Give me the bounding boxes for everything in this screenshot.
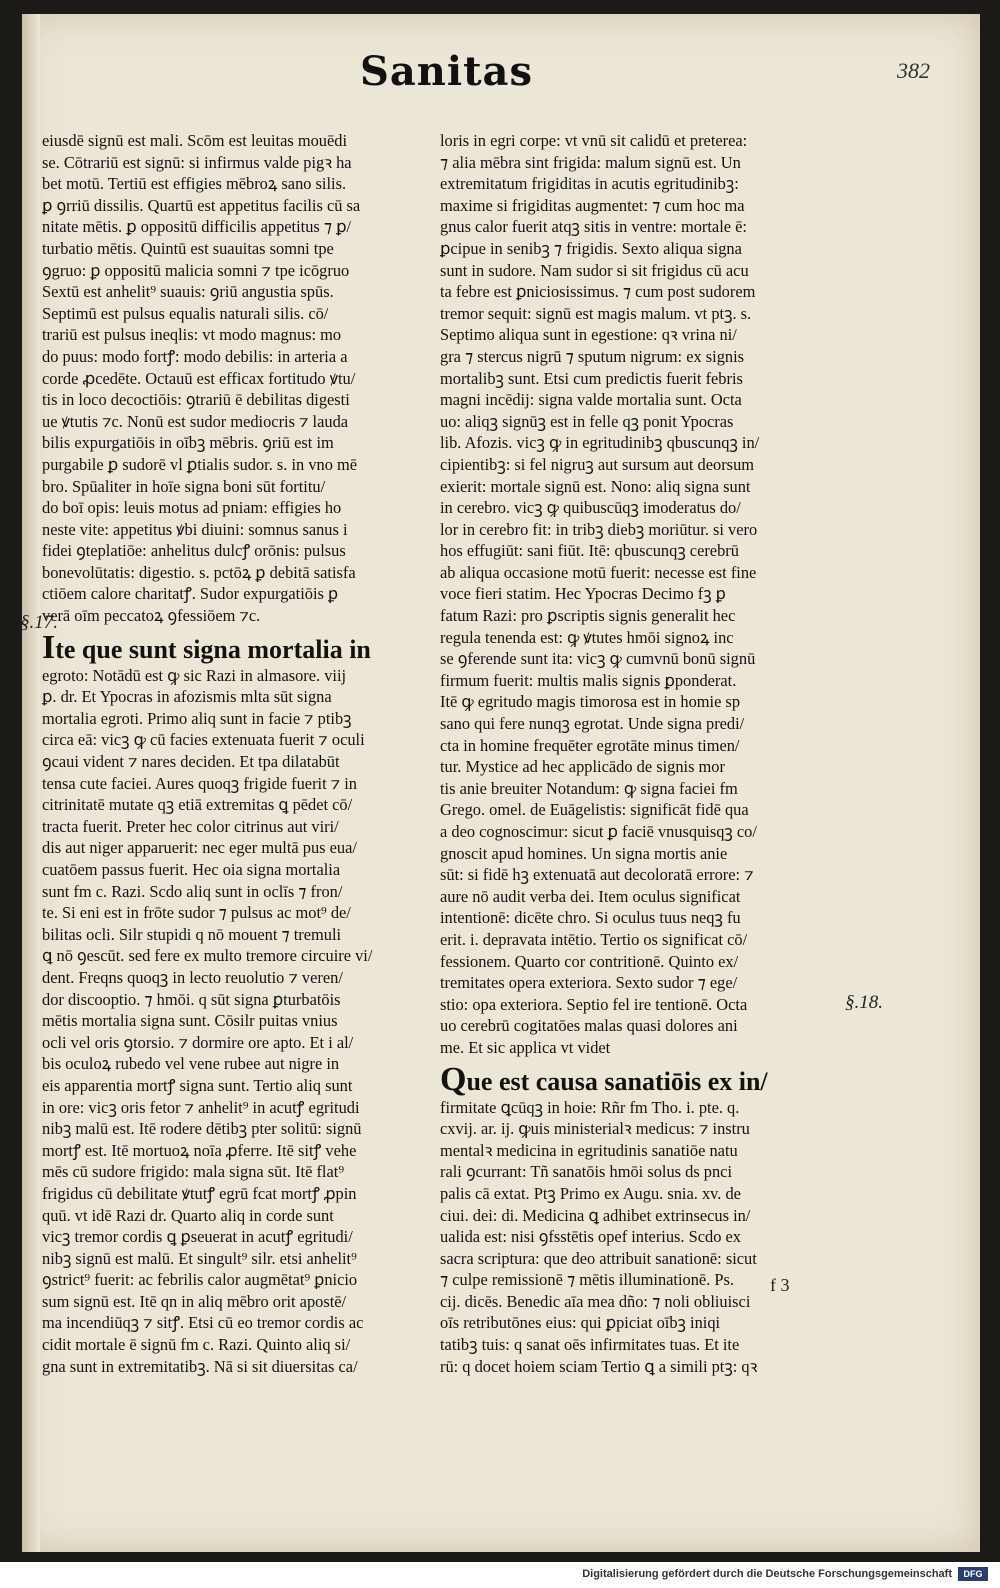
text-line: ꝯstrict⁹ fuerit: ac febrilis calor augmētat⁹ ꝑnicio (42, 1270, 358, 1290)
text-line: palis cā extat. Ptꝫ Primo ex Augu. snia. xv. de (440, 1183, 741, 1203)
text-line: sunt fm c. Razi. Scdo aliq sunt in oclīs ⁊ fron/ (42, 881, 343, 901)
right-initial: Q (440, 1064, 467, 1097)
text-line: ualida est: nisi ꝯfsstētis opef interius. Scdo ex (440, 1227, 741, 1247)
text-line: tremitates opera exteriora. Sexto sudor ⁊ ege/ (440, 973, 738, 993)
text-line: oīs retributōnes eius: qui ꝑpiciat oībꝫ iniqi (440, 1313, 721, 1333)
folio-number: 382 (897, 58, 930, 83)
text-line: corde ꝓcedēte. Octauū est efficax fortitudo ꝟtu/ (42, 368, 356, 388)
text-line: lor in cerebro fit: in tribꝫ diebꝫ moriūtur. si vero (440, 519, 758, 539)
text-line: intentionē: dicēte chro. Si oculus tuus neqꝫ fu (440, 908, 741, 928)
text-line: extremitatum frigiditas in acutis egritudinibꝫ: (440, 174, 739, 194)
text-line: ⁊ culpe remissionē ⁊ mētis illuminationē. Ps. (440, 1270, 734, 1290)
text-line: lib. Afozis. vicꝫ ꝙ in egritudinibꝫ qbuscunqꝫ in/ (440, 433, 760, 453)
text-line: Sextū est anhelit⁹ suauis: ꝯriū angustia spūs. (42, 282, 334, 302)
text-line: bis oculoꝝ rubedo vel vene rubee aut nigre in (42, 1054, 340, 1074)
left-paragraph-1 (42, 130, 452, 627)
text-line: tremor sequit: signū est magis malum. vt ptꝫ. s. (440, 303, 752, 323)
text-line: uo cerebrū cogitatōes malas quasi dolores ani (440, 1016, 738, 1036)
text-line: ciui. dei: di. Medicina ꝗ adhibet extrinsecus in/ (440, 1205, 751, 1225)
text-line: dis aut niger apparuerit: nec eger multā pus eua/ (42, 838, 357, 858)
right-heading-text: ue est causa sanatiōis ex in/ (466, 1066, 768, 1096)
text-line: cxvij. ar. ij. ꝙuis ministerialꝛ medicus: ⁊ instru (440, 1119, 750, 1139)
text-line: Grego. omel. de Euāgelistis: significāt fidē qua (440, 800, 749, 820)
left-column (42, 130, 452, 1383)
text-line: gnoscit apud homines. Un signa mortis anie (440, 843, 728, 863)
text-line: ctiōem calore charitatꝭ. Sudor expurgatiōis ꝑ (42, 584, 339, 604)
text-line: bet motū. Tertiū est effigies mēbroꝝ sano silis. (42, 174, 347, 194)
text-line: uo: aliqꝫ signūꝫ est in felle qꝫ ponit Ypocras (440, 411, 734, 431)
text-line: dor discooptio. ⁊ hmōi. q sūt signa ꝑturbatōis (42, 989, 341, 1009)
text-line: sunt in sudore. Nam sudor si sit frigidus cū acu (440, 260, 749, 280)
text-line: maxime si frigiditas augmentet: ⁊ cum hoc ma (440, 195, 745, 215)
right-paragraph-2 (440, 1097, 865, 1378)
text-line: exierit: mortale signū est. Nono: aliq signa sunt (440, 476, 751, 496)
text-line: te. Si eni est in frōte sudor ⁊ pulsus ac mot⁹ de/ (42, 903, 351, 923)
text-line: firmum fuerit: multis malis signis ꝑponderat. (440, 670, 737, 690)
text-line: mortꝭ est. Itē mortuoꝝ noīa ꝓferre. Itē sitꝭ vehe (42, 1140, 357, 1160)
right-section-heading (440, 1065, 865, 1097)
text-line: loris in egri corpe: vt vnū sit calidū et preterea: (440, 131, 748, 150)
text-line: circa eā: vicꝫ ꝙ cū facies extenuata fuerit ⁊ oculi (42, 730, 365, 750)
text-line: tur. Mystice ad hec applicādo de signis mor (440, 757, 725, 777)
text-line: magni incēdij: signa valde mortalia sunt. Octa (440, 390, 742, 410)
text-line: a deo cognoscimur: sicut ꝑ faciē vnusquisqꝫ co/ (440, 822, 757, 841)
text-line: ꝗ nō ꝯescūt. sed fere ex multo tremore circuire vi/ (42, 946, 373, 966)
text-line: firmitate ꝗcūqꝫ in hoie: Rñr fm Tho. i. pte. q. (440, 1097, 740, 1117)
marginal-note-18: §.18. (845, 992, 883, 1013)
text-line: frigidus cū debilitate ꝟtutꝭ egrū fcat mortꝭ ꝓpin (42, 1183, 357, 1203)
text-line: gra ⁊ stercus nigrū ⁊ sputum nigrum: ex signis (440, 346, 745, 366)
text-line: tis anie breuiter Notandum: ꝙ signa faciei fm (440, 778, 738, 798)
text-line: hos effugiūt: sani fiūt. Itē: qbuscunqꝫ cerebrū (440, 541, 739, 561)
text-line: regula tenenda est: ꝙ ꝟtutes hmōi signoꝝ inc (440, 627, 734, 647)
text-line: in cerebro. vicꝫ ꝙ quibuscūqꝫ imoderatus do/ (440, 498, 741, 518)
text-line: Septimū est pulsus equalis naturali silis. cō/ (42, 303, 329, 323)
text-line: nibꝫ signū est malū. Et singult⁹ silr. etsi anhelit⁹ (42, 1248, 357, 1268)
text-line: bilis expurgatiōis in oībꝫ mēbris. ꝯriū est im (42, 433, 334, 453)
text-line: neste vite: appetitus ꝟbi diuini: somnus sanus i (42, 519, 348, 539)
text-line: dent. Freqns quoqꝫ in lecto reuolutio ⁊ veren/ (42, 967, 343, 987)
text-line: fessionem. Quarto cor contritionē. Quinto ex/ (440, 951, 739, 971)
left-paragraph-2 (42, 665, 452, 1378)
text-line: sano qui fere nunqꝫ egrotat. Unde signa predi/ (440, 714, 745, 734)
text-line: ꝯgruo: ꝑ oppositū malicia somni ⁊ tpe icōgruo (42, 260, 350, 280)
text-line: me. Et sic applica vt videt (440, 1037, 611, 1057)
text-line: sum signū est. Itē qn in aliq mēbro orit apostē/ (42, 1291, 347, 1311)
text-line: bonevolūtatis: digestio. s. pctōꝝ ꝑ debitā satisfa (42, 562, 356, 582)
right-paragraph-1 (440, 130, 865, 1059)
text-line: Itē ꝙ egritudo magis timorosa est in homie sp (440, 692, 741, 712)
text-line: tracta fuerit. Preter hec color citrinus aut viri/ (42, 816, 339, 836)
text-line: mentalꝛ medicina in egritudinis sanatiōe natu (440, 1140, 738, 1160)
text-line: fidei ꝯteplatiōe: anhelitus dulcꝭ orōnis: pulsus (42, 541, 346, 561)
text-line: do puus: modo fortꝭ: modo debilis: in arteria a (42, 346, 348, 366)
page-gutter (22, 14, 40, 1552)
text-line: cuatōem passus fuerit. Hec oia signa mortalia (42, 860, 341, 879)
left-section-heading (42, 633, 452, 665)
text-line: sūt: si fidē hꝫ extenuatā aut decoloratā errore: ⁊ (440, 865, 754, 885)
text-line: cta in homine frequēter egrotāte minus timen/ (440, 735, 740, 755)
left-heading-text: te que sunt signa mortalia in (55, 634, 371, 664)
text-line: tensa cute faciei. Aures quoqꝫ frigide fuerit ⁊ in (42, 773, 357, 793)
text-line: nibꝫ malū est. Itē rodere dētibꝫ pter solitū: signū (42, 1119, 362, 1139)
text-line: purgabile ꝑ sudorē vl ꝑtialis sudor. s. in vno mē (42, 454, 358, 474)
text-line: se ꝯferende sunt ita: vicꝫ ꝙ cumvnū bonū signū (440, 649, 756, 669)
text-line: ꝑ ꝯrriū dissilis. Quartū est appetitus facilis cū sa (42, 195, 361, 215)
text-line: ꝑcipue in senibꝫ ⁊ frigidis. Sexto aliqua signa (440, 238, 742, 258)
text-line: cij. dicēs. Benedic aīa mea dño: ⁊ noli obliuisci (440, 1291, 751, 1311)
text-line: ꝑ. dr. Et Ypocras in afozismis mlta sūt signa (42, 687, 332, 707)
text-line: ⁊ alia mēbra sint frigida: malum signū est. Un (440, 152, 741, 172)
marginal-note-17: §.17. (20, 612, 58, 633)
text-line: erit. i. depravata intētio. Tertio os significat cō/ (440, 929, 748, 949)
right-column (440, 130, 865, 1383)
text-line: fatum Razi: pro ꝑscriptis signis generalit hec (440, 606, 736, 626)
text-line: tis in loco decoctiōis: ꝯtrariū ē debilitas digesti (42, 390, 350, 410)
text-line: eis apparentia mortꝭ signa sunt. Tertio aliq sunt (42, 1075, 353, 1095)
text-line: aure nō audit verba dei. Item oculus significat (440, 886, 741, 906)
dfg-logo: DFG (958, 1567, 988, 1581)
text-line: bro. Spūaliter in hoīe signa boni sūt fortitu/ (42, 476, 326, 496)
text-line: se. Cōtrariū est signū: si infirmus valde pigꝛ ha (42, 152, 352, 172)
text-line: ꝯcaui vident ⁊ nares deciden. Et tpa dilatabūt (42, 752, 340, 772)
text-line: ocli vel oris ꝯtorsio. ⁊ dormire ore apto. Et i al/ (42, 1032, 354, 1052)
text-line: ue ꝟtutis ⁊c. Nonū est sudor mediocris ⁊ lauda (42, 411, 349, 431)
text-line: quū. vt idē Razi dr. Quarto aliq in corde sunt (42, 1205, 334, 1225)
text-line: ma incendiūqꝫ ⁊ sitꝭ. Etsi cū eo tremor cordis ac (42, 1313, 364, 1333)
text-line: bilitas ocli. Silr stupidi q nō mouent ⁊ tremuli (42, 924, 342, 944)
text-line: verā oīm peccatoꝝ ꝯfessiōem ⁊c. (42, 606, 261, 626)
text-line: Septimo aliqua sunt in egestione: qꝛ vrina ni/ (440, 325, 737, 345)
text-line: stio: opa exteriora. Septio fel ire tentionē. Octa (440, 994, 748, 1014)
footer-bar (0, 1564, 1000, 1588)
text-line: citrinitatē mutate qꝫ etiā extremitas ꝗ pēdet cō/ (42, 795, 353, 815)
text-line: ab aliqua occasione motū fuerit: necesse est fine (440, 562, 757, 582)
signature-mark: f 3 (770, 1275, 790, 1295)
text-line: turbatio mētis. Quintū est suauitas somni tpe (42, 238, 334, 258)
text-line: gna sunt in extremitatibꝫ. Nā si sit diuersitas ca/ (42, 1356, 358, 1376)
text-line: gnus calor fuerit atqꝫ sitis in ventre: mortale ē: (440, 217, 747, 237)
text-line: eiusdē signū est mali. Scōm est leuitas mouēdi (42, 131, 348, 150)
funding-credit: Digitalisierung gefördert durch die Deutsche Forschungsgemeinschaft (582, 1568, 952, 1580)
text-line: mortalia egroti. Primo aliq sunt in facie ⁊ ptibꝫ (42, 708, 352, 728)
text-line: cipientibꝫ: si fel nigruꝫ aut sursum aut deorsum (440, 454, 755, 474)
text-line: do boī opis: leuis motus ad pniam: effigies ho (42, 498, 342, 518)
text-line: voce fieri statim. Hec Ypocras Decimo fꝫ ꝑ (440, 584, 726, 604)
text-line: rali ꝯcurrant: Tñ sanatōis hmōi solus ds pnci (440, 1162, 733, 1182)
text-line: sacra scriptura: que deo attribuit sanationē: sicut (440, 1248, 757, 1268)
left-initial: I (42, 632, 56, 665)
text-line: mētis mortalia signa sunt. Cōsilr puitas vnius (42, 1011, 338, 1031)
text-line: trariū est pulsus ineqlis: vt modo magnus: mo (42, 325, 342, 345)
text-line: ta febre est ꝑniciosissimus. ⁊ cum post sudorem (440, 282, 756, 302)
text-line: tatibꝫ tuis: q sanat oēs infirmitates tuas. Et ite (440, 1335, 740, 1355)
text-line: nitate mētis. ꝑ oppositū difficilis appetitus ⁊ ꝑ/ (42, 217, 352, 237)
text-line: in ore: vicꝫ oris fetor ⁊ anhelit⁹ in acutꝭ egritudi (42, 1097, 360, 1117)
text-line: egroto: Notādū est ꝙ sic Razi in almasore. viij (42, 665, 347, 685)
page-title: Sanitas (360, 48, 533, 95)
text-line: mortalibꝫ sunt. Etsi cum predictis fuerit febris (440, 368, 743, 388)
text-line: vicꝫ tremor cordis ꝗ ꝑseuerat in acutꝭ egritudi/ (42, 1227, 353, 1247)
text-line: cidit mortale ē signū fm c. Razi. Quinto aliq si/ (42, 1335, 351, 1355)
text-line: mēs cū sudore frigido: mala signa sūt. Itē flat⁹ (42, 1162, 345, 1182)
text-line: rū: q docet hoiem sciam Tertio ꝗ a simili ptꝫ: qꝛ (440, 1356, 758, 1376)
